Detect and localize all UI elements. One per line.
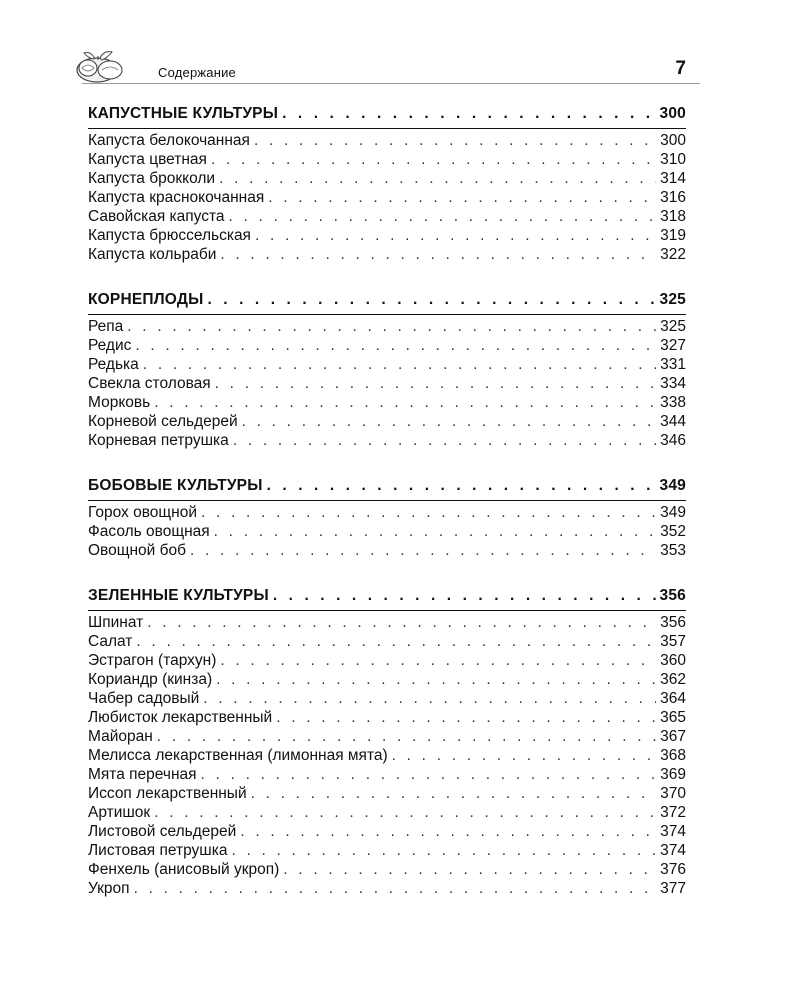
header-divider (82, 83, 700, 84)
toc-section (88, 476, 686, 560)
entry-page: 367 (660, 728, 686, 745)
entry-title: Редька (88, 356, 139, 373)
entry-page: 356 (660, 614, 686, 631)
dot-leader (203, 689, 656, 708)
entry-title: Укроп (88, 880, 130, 897)
dot-leader (233, 431, 656, 450)
dot-leader (143, 355, 656, 374)
entry-page: 357 (660, 633, 686, 650)
entry-page: 300 (660, 132, 686, 149)
toc-entry[interactable] (88, 670, 686, 689)
section-underline (88, 314, 686, 315)
entry-title: Репа (88, 318, 124, 335)
dot-leader (255, 226, 656, 245)
entry-page: 374 (660, 823, 686, 840)
dot-leader (157, 727, 656, 746)
dot-leader (219, 169, 656, 188)
entry-page: 349 (660, 504, 686, 521)
entry-title: Капуста цветная (88, 151, 207, 168)
toc-entry[interactable] (88, 784, 686, 803)
section-page: 356 (659, 587, 686, 604)
section-title: КАПУСТНЫЕ КУЛЬТУРЫ (88, 105, 279, 122)
entry-title: Листовая петрушка (88, 842, 228, 859)
entry-title: Морковь (88, 394, 151, 411)
toc-entry[interactable] (88, 613, 686, 632)
entry-title: Горох овощной (88, 504, 197, 521)
entry-page: 372 (660, 804, 686, 821)
toc-entry[interactable] (88, 188, 686, 207)
toc-entry[interactable] (88, 727, 686, 746)
section-underline (88, 128, 686, 129)
entry-title: Редис (88, 337, 132, 354)
entry-page: 352 (660, 523, 686, 540)
toc-entry[interactable] (88, 746, 686, 765)
dot-leader (190, 541, 656, 560)
toc-entry[interactable] (88, 632, 686, 651)
dot-leader (231, 841, 656, 860)
entry-page: 334 (660, 375, 686, 392)
entry-page: 319 (660, 227, 686, 244)
entry-title: Капуста белокочанная (88, 132, 250, 149)
entry-title: Эстрагон (тархун) (88, 652, 217, 669)
dot-leader (267, 476, 656, 496)
dot-leader (242, 412, 656, 431)
toc-section (88, 290, 686, 450)
dot-leader (154, 393, 656, 412)
entry-page: 331 (660, 356, 686, 373)
running-header-title: Содержание (158, 65, 236, 80)
toc-entry[interactable] (88, 651, 686, 670)
entry-title: Мелисса лекарственная (лимонная мята) (88, 747, 388, 764)
entry-title: Овощной боб (88, 542, 187, 559)
toc-entry[interactable] (88, 336, 686, 355)
dot-leader (211, 150, 656, 169)
dot-leader (127, 317, 656, 336)
entry-page: 376 (660, 861, 686, 878)
entry-title: Шпинат (88, 614, 144, 631)
entry-title: Фасоль овощная (88, 523, 210, 540)
toc-entry[interactable] (88, 841, 686, 860)
dot-leader (135, 336, 656, 355)
toc-entry[interactable] (88, 765, 686, 784)
toc-section-heading[interactable] (88, 476, 686, 496)
entry-title: Майоран (88, 728, 153, 745)
section-underline (88, 500, 686, 501)
entry-title: Артишок (88, 804, 151, 821)
entry-page: 365 (660, 709, 686, 726)
entry-title: Корневая петрушка (88, 432, 229, 449)
toc-section-heading[interactable] (88, 290, 686, 310)
toc-section-heading[interactable] (88, 104, 686, 124)
toc-entry[interactable] (88, 860, 686, 879)
section-page: 349 (659, 477, 686, 494)
toc-entry[interactable] (88, 245, 686, 264)
dot-leader (215, 374, 656, 393)
section-page: 300 (659, 105, 686, 122)
entry-page: 377 (660, 880, 686, 897)
dot-leader (134, 879, 657, 898)
dot-leader (276, 708, 656, 727)
toc-entry[interactable] (88, 879, 686, 898)
toc-entry[interactable] (88, 317, 686, 336)
entry-page: 318 (660, 208, 686, 225)
toc-section-heading[interactable] (88, 586, 686, 606)
dot-leader (282, 104, 655, 124)
toc-entry[interactable] (88, 689, 686, 708)
entry-page: 325 (660, 318, 686, 335)
dot-leader (268, 188, 656, 207)
entry-page: 362 (660, 671, 686, 688)
page-number: 7 (675, 58, 686, 79)
toc-entry[interactable] (88, 374, 686, 393)
section-page: 325 (659, 291, 686, 308)
section-underline (88, 610, 686, 611)
toc-entry[interactable] (88, 503, 686, 522)
dot-leader (201, 503, 656, 522)
entry-title: Капуста кольраби (88, 246, 217, 263)
toc-entry[interactable] (88, 822, 686, 841)
dot-leader (201, 765, 657, 784)
toc-entry[interactable] (88, 708, 686, 727)
entry-page: 310 (660, 151, 686, 168)
entry-page: 314 (660, 170, 686, 187)
table-of-contents (88, 104, 686, 924)
entry-title: Мята перечная (88, 766, 197, 783)
toc-entry[interactable] (88, 522, 686, 541)
entry-title: Савойская капуста (88, 208, 225, 225)
toc-entry[interactable] (88, 169, 686, 188)
dot-leader (216, 670, 656, 689)
dot-leader (229, 207, 657, 226)
entry-page: 374 (660, 842, 686, 859)
entry-page: 344 (660, 413, 686, 430)
dot-leader (283, 860, 656, 879)
entry-page: 368 (660, 747, 686, 764)
dot-leader (220, 651, 656, 670)
toc-entry[interactable] (88, 431, 686, 450)
entry-title: Капуста краснокочанная (88, 189, 265, 206)
dot-leader (147, 613, 656, 632)
dot-leader (273, 586, 656, 606)
entry-title: Чабер садовый (88, 690, 200, 707)
entry-page: 360 (660, 652, 686, 669)
section-title: КОРНЕПЛОДЫ (88, 291, 204, 308)
section-title: ЗЕЛЕННЫЕ КУЛЬТУРЫ (88, 587, 269, 604)
toc-entry[interactable] (88, 226, 686, 245)
toc-entry[interactable] (88, 393, 686, 412)
toc-entry[interactable] (88, 803, 686, 822)
entry-page: 370 (660, 785, 686, 802)
dot-leader (207, 290, 655, 310)
dot-leader (251, 784, 657, 803)
entry-title: Капуста брюссельская (88, 227, 251, 244)
entry-page: 322 (660, 246, 686, 263)
toc-entry[interactable] (88, 131, 686, 150)
section-title: БОБОВЫЕ КУЛЬТУРЫ (88, 477, 263, 494)
entry-page: 327 (660, 337, 686, 354)
dot-leader (254, 131, 656, 150)
entry-page: 316 (660, 189, 686, 206)
entry-page: 364 (660, 690, 686, 707)
entry-page: 369 (660, 766, 686, 783)
entry-title: Листовой сельдерей (88, 823, 237, 840)
entry-title: Салат (88, 633, 133, 650)
entry-page: 346 (660, 432, 686, 449)
toc-entry[interactable] (88, 355, 686, 374)
dot-leader (136, 632, 656, 651)
entry-title: Иссоп лекарственный (88, 785, 247, 802)
toc-entry[interactable] (88, 207, 686, 226)
toc-entry[interactable] (88, 150, 686, 169)
vegetables-logo-icon (72, 48, 138, 84)
toc-entry[interactable] (88, 412, 686, 431)
entry-title: Свекла столовая (88, 375, 211, 392)
dot-leader (220, 245, 656, 264)
entry-page: 353 (660, 542, 686, 559)
dot-leader (240, 822, 656, 841)
entry-title: Кориандр (кинза) (88, 671, 213, 688)
toc-section (88, 586, 686, 898)
dot-leader (154, 803, 656, 822)
entry-title: Любисток лекарственный (88, 709, 273, 726)
dot-leader (392, 746, 656, 765)
entry-page: 338 (660, 394, 686, 411)
toc-entry[interactable] (88, 541, 686, 560)
entry-title: Капуста брокколи (88, 170, 216, 187)
dot-leader (214, 522, 656, 541)
page-header (72, 44, 700, 86)
entry-title: Корневой сельдерей (88, 413, 238, 430)
entry-title: Фенхель (анисовый укроп) (88, 861, 280, 878)
toc-section (88, 104, 686, 264)
